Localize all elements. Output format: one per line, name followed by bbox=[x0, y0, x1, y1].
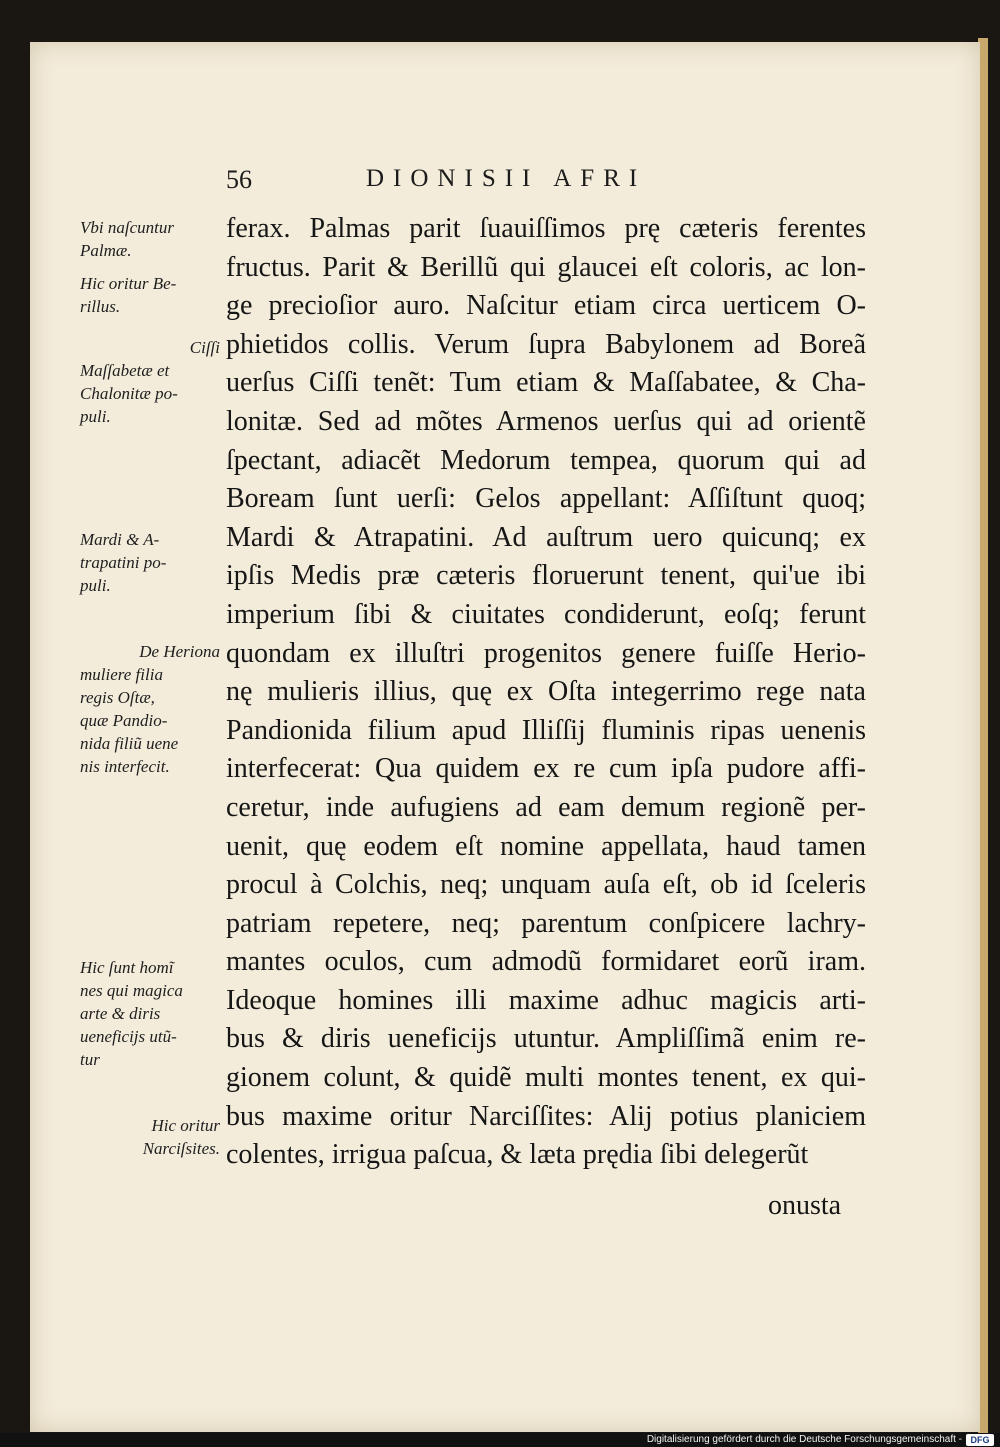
marginal-note-line: tur bbox=[80, 1050, 100, 1069]
marginal-note-palmae bbox=[80, 216, 220, 262]
marginal-note-line: Maſſabetæ et bbox=[80, 361, 170, 380]
marginal-note-line: trapatini po- bbox=[80, 553, 167, 572]
page-number: 56 bbox=[226, 165, 252, 194]
text-line: bus maxime oritur Narciſſites: Alij potius planiciem bbox=[226, 1100, 866, 1132]
marginal-note-line: Vbi naſcuntur bbox=[80, 218, 174, 237]
text-line: bus & diris ueneficijs utuntur. Ampliſſimã enim re- bbox=[226, 1023, 866, 1055]
text-line: Mardi & Atrapatini. Ad auſtrum uero quicunq; ex bbox=[226, 521, 866, 553]
text-line: lonitæ. Sed ad mõtes Armenos uerſus qui ad orientẽ bbox=[226, 405, 866, 437]
text-line: nę mulieris illius, quę ex Oſta integerrimo rege nata bbox=[226, 676, 866, 708]
text-line: ge precioſior auro. Naſcitur etiam circa uerticem O- bbox=[226, 290, 866, 322]
text-line: colentes, irrigua paſcua, & læta prędia ſibi delegerũt bbox=[226, 1139, 809, 1171]
marginal-note-mardi bbox=[80, 528, 220, 597]
text-line: interfecerat: Qua quidem ex re cum ipſa pudore affi- bbox=[226, 753, 866, 785]
text-line: phietidos collis. Verum ſupra Babylonem ad Boreã bbox=[226, 328, 866, 360]
text-line: Ideoque homines illi maxime adhuc magicis arti- bbox=[226, 984, 866, 1016]
text-line: uenit, quę eodem eſt nomine appellata, haud tamen bbox=[226, 830, 866, 862]
text-line: mantes oculos, cum admodũ formidaret eorũ iram. bbox=[226, 946, 866, 978]
marginal-note-line: regis Oſtæ, bbox=[80, 688, 155, 707]
marginal-note-line: rillus. bbox=[80, 297, 121, 316]
text-line: procul à Colchis, neq; unquam auſa eſt, ob id ſceleris bbox=[226, 869, 866, 901]
text-line: fructus. Parit & Berillũ qui glaucei eſt coloris, ac lon- bbox=[226, 251, 866, 283]
marginal-note-cissi bbox=[80, 336, 220, 428]
marginal-note-line: Hic ſunt homĩ bbox=[80, 958, 174, 977]
main-text bbox=[226, 210, 866, 1175]
text-line: quondam ex illuſtri progenitos genere fuiſſe Herio- bbox=[226, 637, 866, 669]
footer-bar bbox=[0, 1433, 1000, 1447]
text-line: ſpectant, adiacẽt Medorum tempea, quorum qui ad bbox=[226, 444, 866, 476]
text-line: gionem colunt, & quidẽ multi montes tenent, ex qui- bbox=[226, 1062, 866, 1094]
marginal-note-line: puli. bbox=[80, 576, 111, 595]
marginal-note-line: Mardi & A- bbox=[80, 530, 160, 549]
marginal-note-line: Ciſſi bbox=[189, 338, 220, 357]
marginal-note-line: ueneficijs utũ- bbox=[80, 1027, 177, 1046]
marginal-note-line: puli. bbox=[80, 407, 111, 426]
funding-credit: Digitalisierung gefördert durch die Deutsche Forschungsgemeinschaft - bbox=[646, 1434, 962, 1445]
marginal-note-line: nes qui magica bbox=[80, 981, 183, 1000]
marginal-note-berillus bbox=[80, 272, 220, 318]
marginal-note-line: Narciſsites. bbox=[142, 1139, 220, 1158]
marginal-note-line: nis interfecit. bbox=[80, 757, 170, 776]
marginal-note-line: De Heriona bbox=[139, 642, 220, 661]
marginal-note-line: Hic oritur bbox=[151, 1116, 220, 1135]
marginal-note-line: Palmæ. bbox=[80, 241, 132, 260]
text-line: ipſis Medis præ cæteris floruerunt tenent, qui'ue ibi bbox=[226, 560, 866, 592]
marginal-note-line: muliere filia bbox=[80, 665, 163, 684]
dfg-logo-text: DFG bbox=[970, 1435, 990, 1445]
text-line: ferax. Palmas parit ſuauiſſimos prę cæteris ferentes bbox=[226, 213, 866, 244]
text-line: Pandionida filium apud Illiſſij fluminis ripas uenenis bbox=[226, 714, 866, 746]
marginal-note-line: Chalonitæ po- bbox=[80, 384, 178, 403]
text-line: patriam repetere, neq; parentum conſpicere lachry- bbox=[226, 907, 866, 939]
running-title: DIONISII AFRI bbox=[366, 165, 647, 192]
text-line: uerſus Ciſſi tenẽt: Tum etiam & Maſſabatee, & Cha- bbox=[226, 367, 866, 399]
marginal-note-line: nida filiũ uene bbox=[80, 734, 179, 753]
marginal-note-line: Hic oritur Be- bbox=[80, 274, 177, 293]
running-head bbox=[0, 165, 1000, 205]
marginal-note-heriona bbox=[80, 640, 220, 778]
catchword: onusta bbox=[768, 1190, 842, 1221]
text-line: Boream ſunt uerſi: Gelos appellant: Aſſiſtunt quoq; bbox=[226, 483, 866, 515]
text-line: ceretur, inde aufugiens ad eam demum regionẽ per- bbox=[226, 791, 866, 823]
marginal-note-line: quæ Pandio- bbox=[80, 711, 168, 730]
marginal-note-magica bbox=[80, 956, 220, 1071]
dfg-logo[interactable] bbox=[966, 1434, 994, 1446]
marginal-note-line: arte & diris bbox=[80, 1004, 161, 1023]
marginal-note-narcissites bbox=[80, 1114, 220, 1160]
text-line: imperium ſibi & ciuitates condiderunt, eoſq; ferunt bbox=[226, 598, 866, 630]
